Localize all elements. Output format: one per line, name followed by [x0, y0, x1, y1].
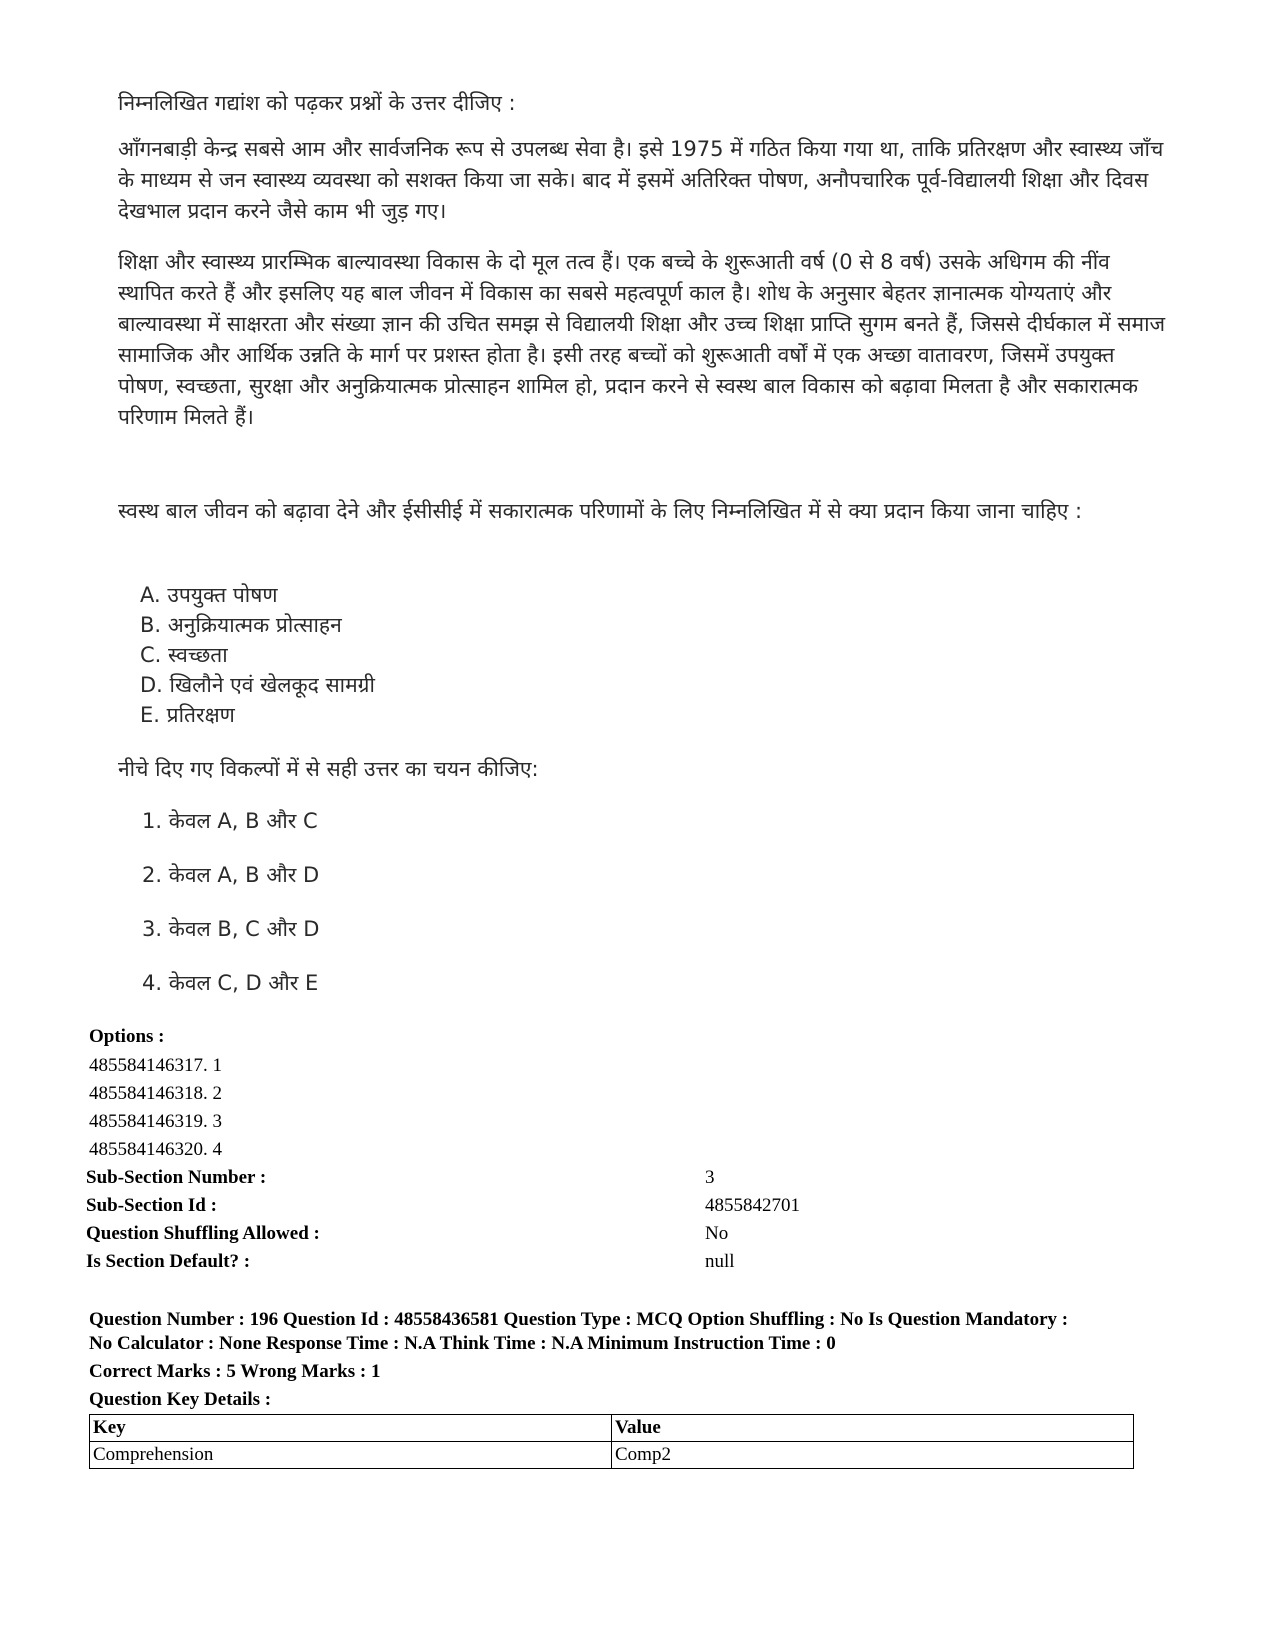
marks-line: Correct Marks : 5 Wrong Marks : 1	[89, 1361, 381, 1382]
answer-choice: 4. केवल C, D और E	[142, 971, 319, 995]
meta-key: Question Shuffling Allowed :	[86, 1223, 320, 1244]
meta-key: Sub-Section Id :	[86, 1195, 217, 1216]
meta-row	[86, 1164, 1226, 1192]
subsection-meta	[86, 1164, 1226, 1276]
key-details-label: Question Key Details :	[89, 1389, 272, 1410]
question-items-list	[140, 580, 375, 730]
meta-value: null	[705, 1251, 735, 1272]
question-info-line-2: No Calculator : None Response Time : N.A Think Time : N.A Minimum Instruction Time : 0	[89, 1333, 836, 1354]
option-item: 485584146319. 3	[89, 1111, 222, 1132]
question-item: A. उपयुक्त पोषण	[140, 583, 278, 607]
answer-choice: 3. केवल B, C और D	[142, 917, 320, 941]
answer-choice: 2. केवल A, B और D	[142, 863, 320, 887]
table-header-key: Key	[90, 1415, 612, 1442]
answer-choice: 1. केवल A, B और C	[142, 809, 318, 833]
meta-value: No	[705, 1223, 729, 1244]
table-header-row	[90, 1415, 1134, 1442]
choose-instruction: नीचे दिए गए विकल्पों में से सही उत्तर का चयन कीजिए:	[118, 757, 539, 781]
option-item: 485584146317. 1	[89, 1055, 222, 1076]
question-info	[89, 1308, 1239, 1412]
question-item: D. खिलौने एवं खेलकूद सामग्री	[140, 673, 375, 697]
meta-key: Is Section Default? :	[86, 1251, 251, 1272]
question-item: E. प्रतिरक्षण	[140, 703, 235, 727]
table-row	[90, 1442, 1134, 1469]
meta-value: 4855842701	[705, 1195, 800, 1216]
question-text: स्वस्थ बाल जीवन को बढ़ावा देने और ईसीसीई में सकारात्मक परिणामों के लिए निम्नलिखित में से क्या प्रदान किया जाना चाहिए :	[118, 499, 1083, 523]
table-cell-value: Comp2	[612, 1442, 1134, 1469]
meta-row	[86, 1192, 1226, 1220]
answer-choices-list	[142, 806, 319, 1022]
passage-instruction: निम्नलिखित गद्यांश को पढ़कर प्रश्नों के उत्तर दीजिए :	[118, 91, 516, 115]
option-item: 485584146318. 2	[89, 1083, 222, 1104]
passage-paragraph-2: शिक्षा और स्वास्थ्य प्रारम्भिक बाल्यावस्था विकास के दो मूल तत्व हैं। एक बच्चे के शुरूआती वर्ष (0 से 8 वर्ष) उसके अधिगम की नींव स्थापित करते हैं और इसलिए यह बाल जीवन में विकास का सबसे महत्वपूर्ण काल है। शोध के अनुसार बेहतर ज्ञानात्मक योग्यताएं और बाल्यावस्था में साक्षरता और संख्या ज्ञान की उचित समझ से विद्यालयी शिक्षा और उच्च शिक्षा प्राप्ति सुगम बनते हैं, जिससे दीर्घकाल में समाज सामाजिक और आर्थिक उन्नति के मार्ग पर प्रशस्त होता है। इसी तरह बच्चों को शुरूआती वर्षों में एक अच्छा वातावरण, जिसमें उपयुक्त पोषण, स्वच्छता, सुरक्षा और अनुक्रियात्मक प्रोत्साहन शामिल हो, प्रदान करने से स्वस्थ बाल विकास को बढ़ावा मिलता है और सकारात्मक परिणाम मिलते हैं।	[118, 250, 1166, 429]
meta-value: 3	[705, 1167, 715, 1188]
meta-row	[86, 1248, 1226, 1276]
question-item: B. अनुक्रियात्मक प्रोत्साहन	[140, 613, 342, 637]
question-item: C. स्वच्छता	[140, 643, 228, 667]
option-item: 485584146320. 4	[89, 1139, 222, 1160]
options-list	[89, 1052, 222, 1164]
question-key-table	[89, 1414, 1134, 1469]
table-cell-key: Comprehension	[90, 1442, 612, 1469]
passage-paragraph-1: आँगनबाड़ी केन्द्र सबसे आम और सार्वजनिक रूप से उपलब्ध सेवा है। इसे 1975 में गठित किया गया था, ताकि प्रतिरक्षण और स्वास्थ्य जाँच के माध्यम से जन स्वास्थ्य व्यवस्था को सशक्त किया जा सके। बाद में इसमें अतिरिक्त पोषण, अनौपचारिक पूर्व-विद्यालयी शिक्षा और दिवस देखभाल प्रदान करने जैसे काम भी जुड़ गए।	[118, 137, 1164, 223]
meta-key: Sub-Section Number :	[86, 1167, 267, 1188]
table-header-value: Value	[612, 1415, 1134, 1442]
options-label: Options :	[89, 1026, 165, 1047]
meta-row	[86, 1220, 1226, 1248]
question-info-line-1: Question Number : 196 Question Id : 48558436581 Question Type : MCQ Option Shuffling : No Is Question Mandatory :	[89, 1309, 1069, 1330]
